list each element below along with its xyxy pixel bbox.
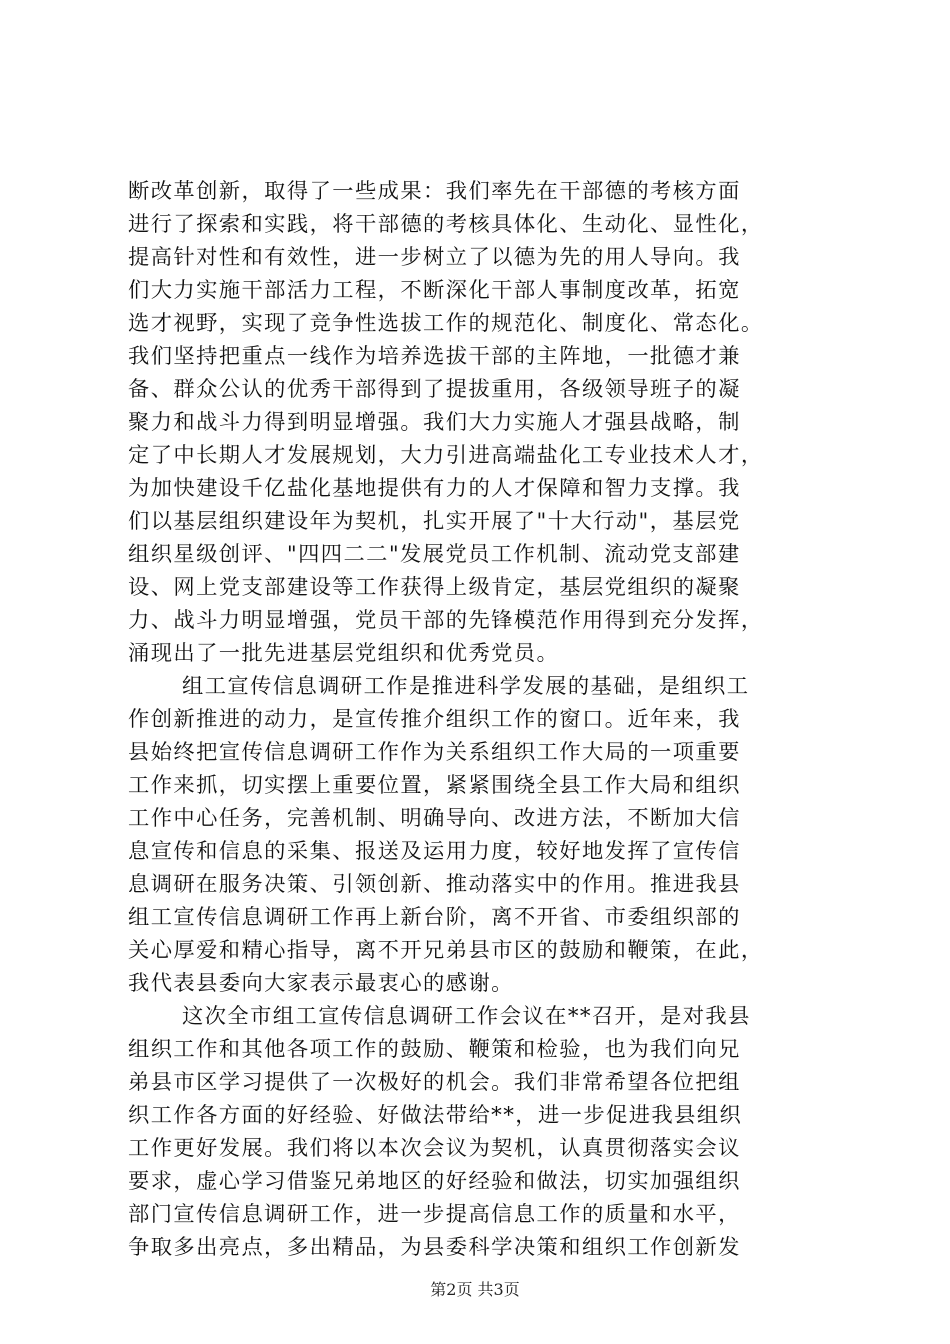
text-line: 组织星级创评、"四四二二"发展党员工作机制、流动党支部建 — [128, 542, 741, 567]
text-line: 设、网上党支部建设等工作获得上级肯定，基层党组织的凝聚 — [128, 575, 741, 600]
text-line: 关心厚爱和精心指导，离不开兄弟县市区的鼓励和鞭策，在此， — [128, 938, 764, 963]
text-line: 这次全市组工宣传信息调研工作会议在**召开，是对我县 — [182, 1004, 751, 1029]
text-line: 定了中长期人才发展规划，大力引进高端盐化工专业技术人才， — [128, 443, 764, 468]
text-line: 工作中心任务，完善机制、明确导向、改进方法，不断加大信 — [128, 806, 741, 831]
text-line: 进行了探索和实践，将干部德的考核具体化、生动化、显性化， — [128, 212, 764, 237]
document-body — [128, 175, 832, 1264]
text-line: 弟县市区学习提供了一次极好的机会。我们非常希望各位把组 — [128, 1070, 741, 1095]
text-line: 备、群众公认的优秀干部得到了提拔重用，各级领导班子的凝 — [128, 377, 741, 402]
paragraph — [128, 1000, 832, 1264]
text-line: 组工宣传信息调研工作再上新台阶，离不开省、市委组织部的 — [128, 905, 741, 930]
text-line: 争取多出亮点，多出精品，为县委科学决策和组织工作创新发 — [128, 1235, 741, 1260]
text-line: 断改革创新，取得了一些成果：我们率先在干部德的考核方面 — [128, 179, 741, 204]
page-footer: 第2页 共3页 — [430, 1280, 520, 1299]
text-line: 选才视野，实现了竞争性选拔工作的规范化、制度化、常态化。 — [128, 311, 764, 336]
text-line: 要求，虚心学习借鉴兄弟地区的好经验和做法，切实加强组织 — [128, 1169, 741, 1194]
paragraph — [128, 175, 832, 670]
text-line: 力、战斗力明显增强，党员干部的先锋模范作用得到充分发挥， — [128, 608, 764, 633]
text-line: 组工宣传信息调研工作是推进科学发展的基础，是组织工 — [182, 674, 750, 699]
text-line: 我代表县委向大家表示最衷心的感谢。 — [128, 971, 514, 996]
text-line: 们以基层组织建设年为契机，扎实开展了"十大行动"，基层党 — [128, 509, 741, 534]
text-line: 息宣传和信息的采集、报送及运用力度，较好地发挥了宣传信 — [128, 839, 741, 864]
text-line: 涌现出了一批先进基层党组织和优秀党员。 — [128, 641, 560, 666]
text-line: 组织工作和其他各项工作的鼓励、鞭策和检验，也为我们向兄 — [128, 1037, 741, 1062]
text-line: 织工作各方面的好经验、好做法带给**，进一步促进我县组织 — [128, 1103, 743, 1128]
text-line: 县始终把宣传信息调研工作作为关系组织工作大局的一项重要 — [128, 740, 741, 765]
text-line: 为加快建设千亿盐化基地提供有力的人才保障和智力支撑。我 — [128, 476, 741, 501]
text-line: 提高针对性和有效性，进一步树立了以德为先的用人导向。我 — [128, 245, 741, 270]
paragraph — [128, 670, 832, 1000]
text-line: 工作来抓，切实摆上重要位置，紧紧围绕全县工作大局和组织 — [128, 773, 741, 798]
text-line: 聚力和战斗力得到明显增强。我们大力实施人才强县战略，制 — [128, 410, 741, 435]
text-line: 息调研在服务决策、引领创新、推动落实中的作用。推进我县 — [128, 872, 741, 897]
text-line: 作创新推进的动力，是宣传推介组织工作的窗口。近年来，我 — [128, 707, 741, 732]
text-line: 们大力实施干部活力工程，不断深化干部人事制度改革，拓宽 — [128, 278, 741, 303]
text-line: 我们坚持把重点一线作为培养选拔干部的主阵地，一批德才兼 — [128, 344, 741, 369]
text-line: 部门宣传信息调研工作，进一步提高信息工作的质量和水平， — [128, 1202, 741, 1227]
text-line: 工作更好发展。我们将以本次会议为契机，认真贯彻落实会议 — [128, 1136, 741, 1161]
